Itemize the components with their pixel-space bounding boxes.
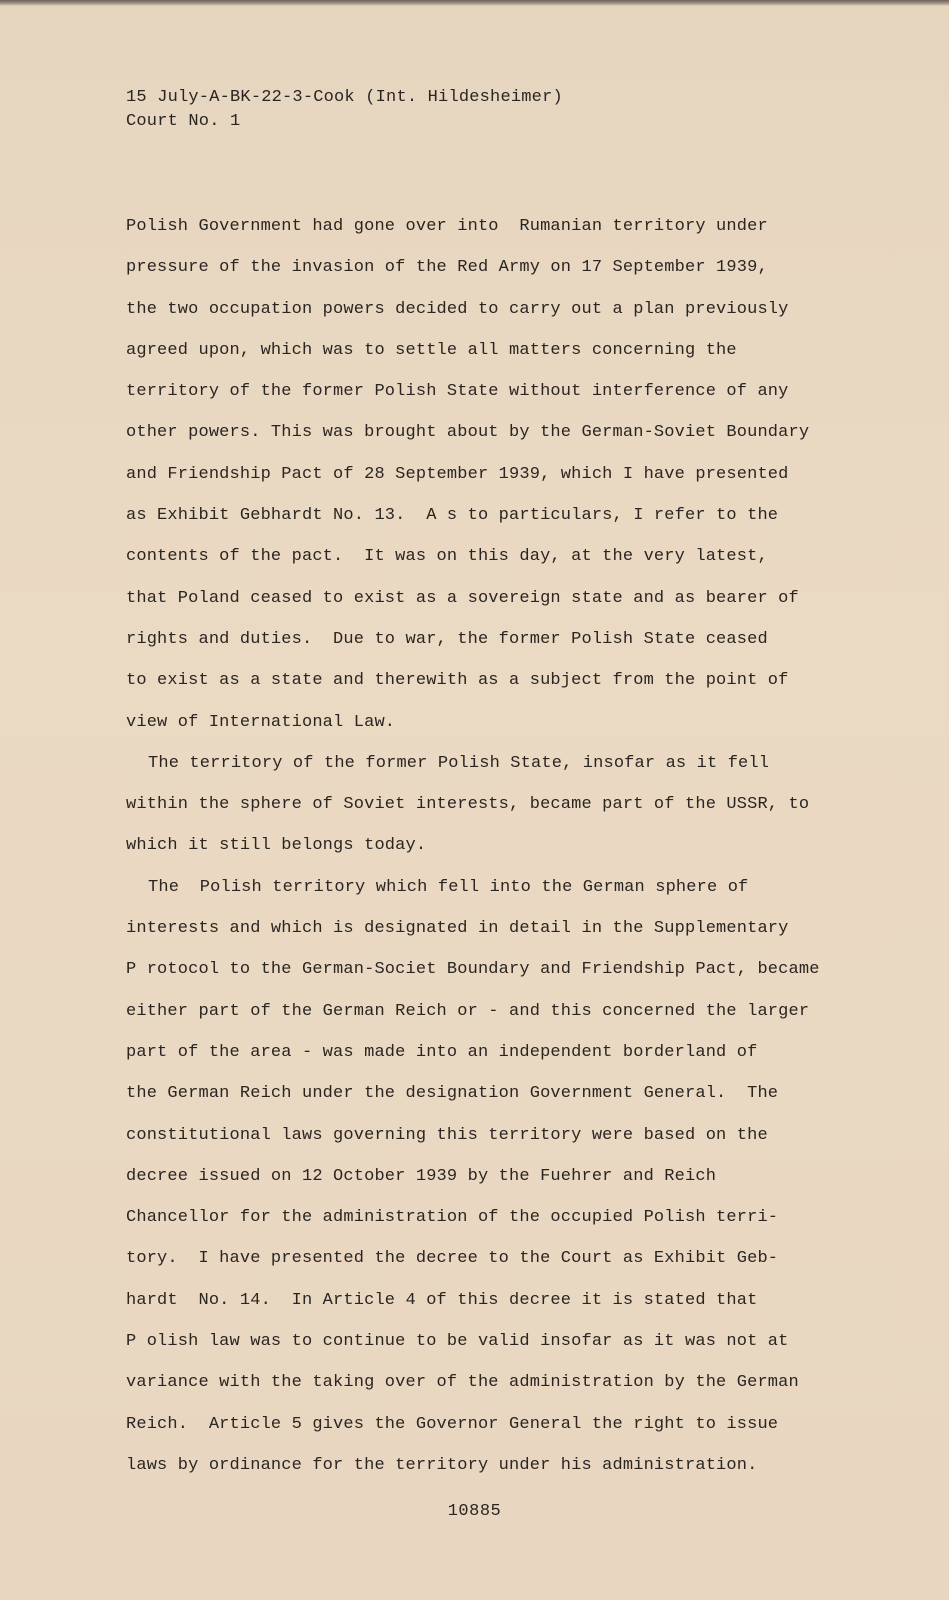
body-line: that Poland ceased to exist as a sovereign state and as bearer of: [126, 588, 799, 608]
body-line: rights and duties. Due to war, the former Polish State ceased: [126, 629, 768, 649]
body-line: view of International Law.: [126, 712, 396, 732]
body-line: and Friendship Pact of 28 September 1939, which I have presented: [126, 464, 789, 484]
body-line: decree issued on 12 October 1939 by the Fuehrer and Reich: [126, 1166, 717, 1186]
body-line: either part of the German Reich or - and this concerned the larger: [126, 1001, 810, 1021]
body-line: interests and which is designated in detail in the Supplementary: [126, 919, 789, 939]
body-line: other powers. This was brought about by the German-Soviet Boundary: [126, 423, 810, 443]
body-line: The Polish territory which fell into the German sphere of: [148, 877, 749, 897]
body-line: P rotocol to the German-Societ Boundary and Friendship Pact, became: [126, 960, 820, 980]
document-body: [126, 206, 826, 1486]
body-line: constitutional laws governing this territory were based on the: [126, 1125, 768, 1145]
page-number: 10885: [447, 1502, 502, 1521]
header-reference-line: 15 July-A-BK-22-3-Cook (Int. Hildesheimer): [126, 88, 563, 107]
body-line: variance with the taking over of the administration by the German: [126, 1373, 799, 1393]
header-court-line: Court No. 1: [126, 112, 241, 131]
body-line: part of the area - was made into an independent borderland of: [126, 1042, 758, 1062]
body-line: Reich. Article 5 gives the Governor General the right to issue: [126, 1414, 779, 1434]
body-line: pressure of the invasion of the Red Army on 17 September 1939,: [126, 258, 768, 278]
page-top-edge: [0, 0, 949, 6]
document-header: [126, 86, 563, 134]
body-line: the German Reich under the designation Government General. The: [126, 1084, 779, 1104]
body-line: tory. I have presented the decree to the Court as Exhibit Geb-: [126, 1249, 779, 1269]
body-line: which it still belongs today.: [126, 836, 427, 856]
body-line: P olish law was to continue to be valid insofar as it was not at: [126, 1332, 789, 1352]
body-line: agreed upon, which was to settle all matters concerning the: [126, 340, 737, 360]
body-line: laws by ordinance for the territory under his administration.: [126, 1455, 758, 1475]
body-line: the two occupation powers decided to carry out a plan previously: [126, 299, 789, 319]
body-line: to exist as a state and therewith as a subject from the point of: [126, 671, 789, 691]
body-line: contents of the pact. It was on this day, at the very latest,: [126, 547, 768, 567]
body-line: hardt No. 14. In Article 4 of this decree it is stated that: [126, 1290, 758, 1310]
body-line: The territory of the former Polish State, insofar as it fell: [148, 753, 770, 773]
body-line: within the sphere of Soviet interests, became part of the USSR, to: [126, 795, 810, 815]
body-line: territory of the former Polish State without interference of any: [126, 382, 789, 402]
body-line: Chancellor for the administration of the occupied Polish terri-: [126, 1208, 779, 1228]
body-line: Polish Government had gone over into Rumanian territory under: [126, 217, 768, 236]
body-line: as Exhibit Gebhardt No. 13. A s to particulars, I refer to the: [126, 506, 779, 526]
